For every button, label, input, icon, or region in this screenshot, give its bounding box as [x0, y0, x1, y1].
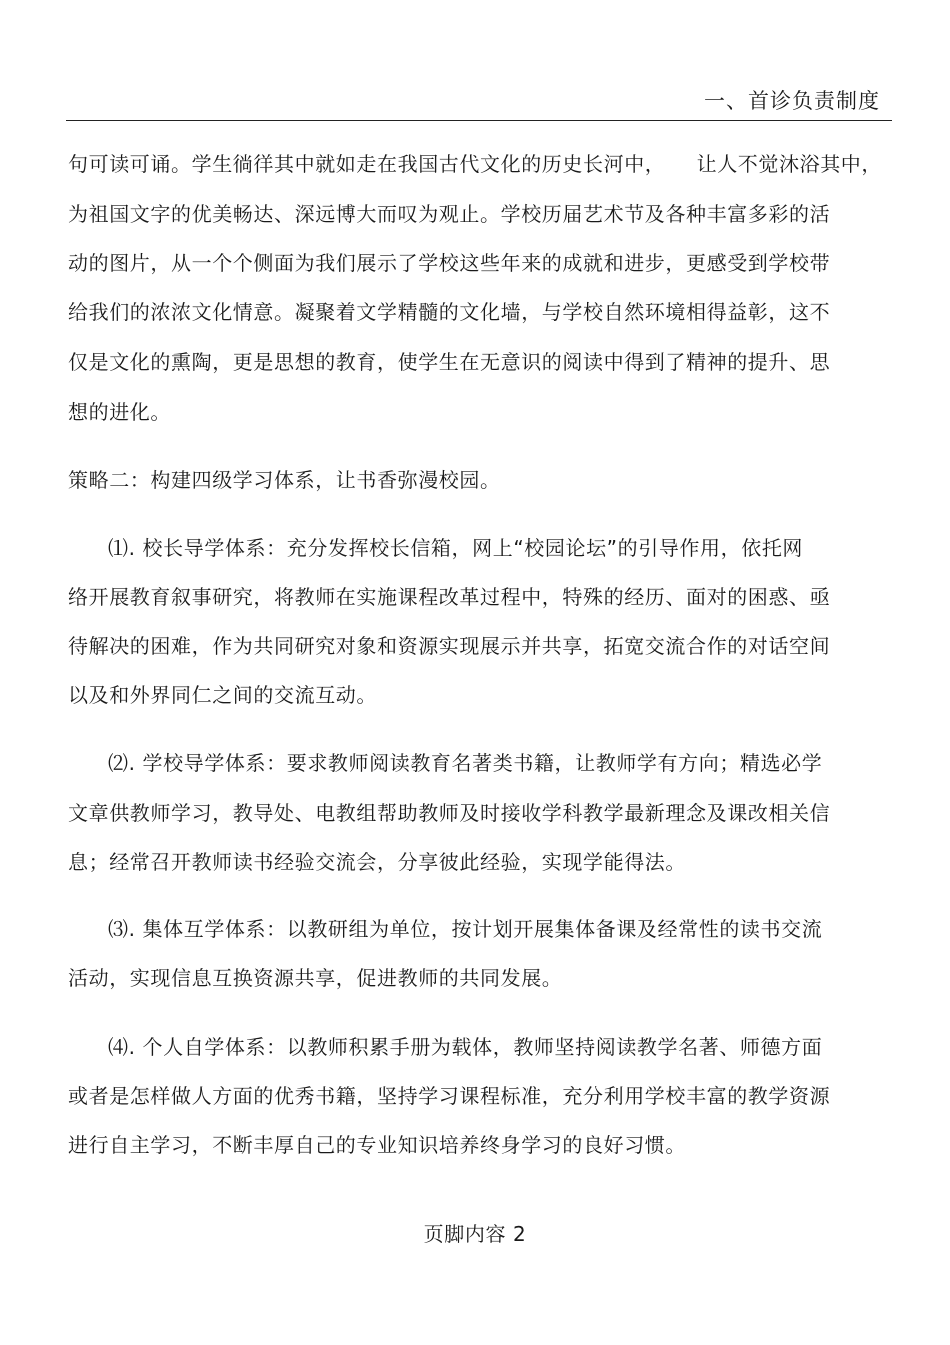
paragraph-line: 息；经常召开教师读书经验交流会，分享彼此经验，实现学能得法。: [68, 850, 686, 874]
paragraph-line: 为祖国文字的优美畅达、深远博大而叹为观止。学校历届艺术节及各种丰富多彩的活: [68, 202, 831, 226]
paragraph-line: 活动，实现信息互换资源共享，促进教师的共同发展。: [68, 966, 563, 990]
paragraph-line: 动的图片，从一个个侧面为我们展示了学校这些年来的成就和进步，更感受到学校带: [68, 251, 831, 275]
paragraph-line: ⑶. 集体互学体系：以教研组为单位，按计划开展集体备课及经常性的读书交流: [108, 917, 823, 941]
paragraph-line: 句可读可诵。学生徜徉其中就如走在我国古代文化的历史长河中， 让人不觉沐浴其中，: [68, 152, 882, 176]
paragraph-line: 进行自主学习，不断丰厚自己的专业知识培养终身学习的良好习惯。: [68, 1133, 686, 1157]
paragraph-line: ⑷. 个人自学体系：以教师积累手册为载体，教师坚持阅读教学名著、师德方面: [108, 1035, 823, 1059]
paragraph-line: ⑵. 学校导学体系：要求教师阅读教育名著类书籍，让教师学有方向；精选必学: [108, 751, 823, 775]
header-divider: [66, 120, 892, 121]
section-heading: 策略二：构建四级学习体系，让书香弥漫校园。: [68, 468, 501, 492]
paragraph-line: 给我们的浓浓文化情意。凝聚着文学精髓的文化墙，与学校自然环境相得益彰，这不: [68, 300, 831, 324]
paragraph-line: 仅是文化的熏陶，更是思想的教育，使学生在无意识的阅读中得到了精神的提升、思: [68, 350, 831, 374]
page-header-title: 一、首诊负责制度: [704, 89, 880, 113]
paragraph-line: 络开展教育叙事研究，将教师在实施课程改革过程中，特殊的经历、面对的困惑、亟: [68, 585, 831, 609]
paragraph-line: 以及和外界同仁之间的交流互动。: [68, 683, 377, 707]
paragraph-line: 待解决的困难，作为共同研究对象和资源实现展示并共享，拓宽交流合作的对话空间: [68, 634, 831, 658]
paragraph-line: 文章供教师学习，教导处、电教组帮助教师及时接收学科教学最新理念及课改相关信: [68, 801, 831, 825]
paragraph-line: 或者是怎样做人方面的优秀书籍，坚持学习课程标准，充分利用学校丰富的教学资源: [68, 1084, 831, 1108]
paragraph-line: ⑴. 校长导学体系：充分发挥校长信箱，网上“校园论坛”的引导作用，依托网: [108, 536, 804, 560]
page-footer: 页脚内容 2: [423, 1222, 527, 1246]
paragraph-line: 想的进化。: [68, 400, 171, 424]
